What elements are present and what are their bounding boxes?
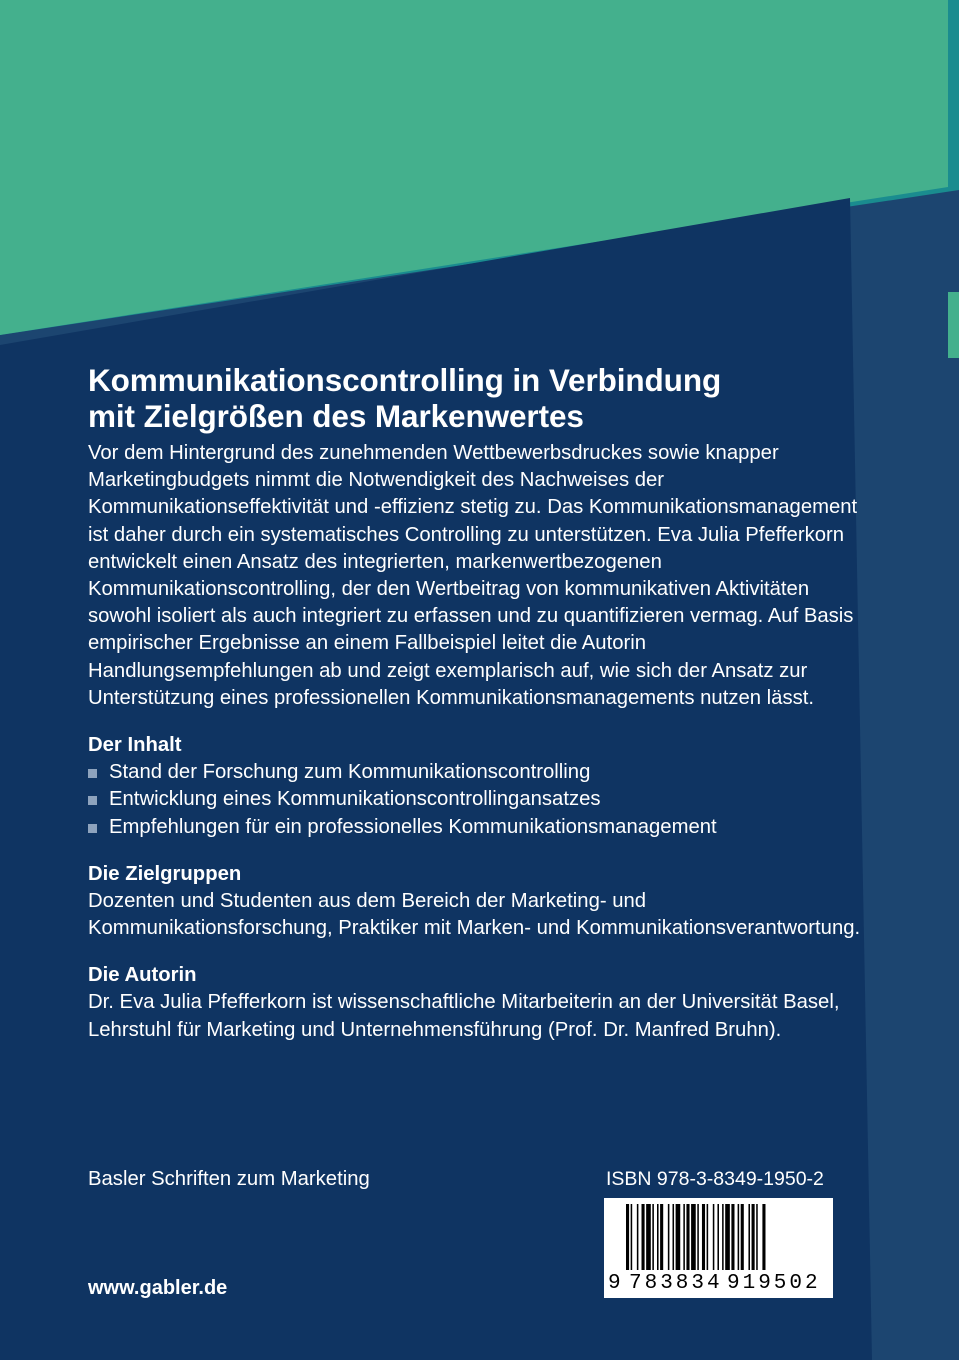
barcode-bar	[691, 1204, 696, 1270]
list-item-text: Stand der Forschung zum Kommunikationscontrolling	[109, 761, 591, 784]
title-line-1: Kommunikationscontrolling in Verbindung	[88, 362, 722, 398]
barcode-bar	[660, 1204, 663, 1270]
barcode-bar	[756, 1204, 758, 1270]
green-edge-marker	[948, 292, 959, 358]
barcode-bar	[713, 1204, 715, 1270]
list-item-text: Empfehlungen für ein professionelles Kommunikationsmanagement	[109, 815, 717, 838]
barcode-bar	[741, 1204, 744, 1270]
book-title	[88, 362, 868, 434]
zielgruppen-heading: Die Zielgruppen	[88, 862, 242, 885]
barcode-bar	[686, 1204, 689, 1270]
publisher-website[interactable]: www.gabler.de	[88, 1277, 228, 1299]
list-item	[88, 786, 868, 813]
barcode-bar	[668, 1204, 670, 1270]
barcode-bar	[752, 1204, 755, 1270]
barcode-digit-lead: 9	[608, 1272, 621, 1295]
main-content	[88, 362, 868, 1044]
series-name: Basler Schriften zum Marketing	[88, 1168, 370, 1190]
barcode-bar	[676, 1204, 681, 1270]
autorin-text: Dr. Eva Julia Pfefferkorn ist wissenschaftliche Mitarbeiterin an der Universität Basel, Lehrstuhl für Marketing und Unternehmensführung (Prof. Dr. Manfred Bruhn).	[88, 991, 840, 1041]
barcode-bar	[652, 1204, 654, 1270]
barcode-bar	[631, 1204, 633, 1270]
barcode-bar	[642, 1204, 645, 1270]
barcode-bar	[657, 1204, 659, 1270]
barcode-bar	[707, 1204, 709, 1270]
barcode-bar	[673, 1204, 675, 1270]
barcode-bar	[762, 1204, 765, 1270]
inhalt-list	[88, 759, 868, 841]
barcode-bar	[725, 1204, 730, 1270]
barcode-bar	[626, 1204, 629, 1270]
list-item-text: Entwicklung eines Kommunikationscontrollingansatzes	[109, 788, 601, 811]
barcode-bar	[702, 1204, 705, 1270]
barcode-bar	[683, 1204, 685, 1270]
zielgruppen-text: Dozenten und Studenten aus dem Bereich der Marketing- und Kommunikationsforschung, Praktiker mit Marken- und Kommunikationsverantwortung.	[88, 889, 861, 940]
barcode-bar	[722, 1204, 724, 1270]
barcode-digits-right: 919502	[727, 1272, 821, 1295]
barcode-bar	[697, 1204, 699, 1270]
barcode-bar	[738, 1204, 740, 1270]
barcode-digits	[604, 1272, 833, 1298]
square-bullet-icon	[88, 796, 97, 805]
barcode-bar	[646, 1204, 651, 1270]
barcode-bar	[731, 1204, 734, 1270]
autorin-heading: Die Autorin	[88, 964, 197, 987]
inhalt-heading: Der Inhalt	[88, 734, 182, 757]
list-item	[88, 814, 868, 841]
list-item	[88, 759, 868, 786]
title-line-2: mit Zielgrößen des Markenwertes	[88, 398, 584, 434]
barcode-bar	[748, 1204, 750, 1270]
isbn-label: ISBN 978-3-8349-1950-2	[606, 1168, 824, 1190]
barcode-digits-left: 783834	[629, 1272, 723, 1295]
square-bullet-icon	[88, 824, 97, 833]
barcode	[604, 1198, 833, 1298]
barcode-bar	[717, 1204, 719, 1270]
square-bullet-icon	[88, 769, 97, 778]
barcode-bar	[637, 1204, 639, 1270]
abstract: Vor dem Hintergrund des zunehmenden Wettbewerbsdruckes sowie knapper Marketingbudgets nimmt die Notwendigkeit des Nachweises der Kommunikationseffektivität und -effizienz stetig zu. Das Kommunikationsmanagement ist daher durch ein systematisches Controlling zu unterstützen. Eva Julia Pfefferkorn entwickelt einen Ansatz des integrierten, markenwertbezogenen Kommunikationscontrolling, der den Wertbeitrag von kommunikativen Aktivitäten sowohl isoliert als auch integriert zu erfassen und zu quantifizieren vermag. Auf Basis empirischer Ergebnisse an einem Fallbeispiel leitet die Autorin Handlungsempfehlungen ab und zeigt exemplarisch auf, wie sich der Ansatz zur Unterstützung eines professionellen Kommunikationsmanagements nutzen lässt.	[88, 442, 858, 709]
